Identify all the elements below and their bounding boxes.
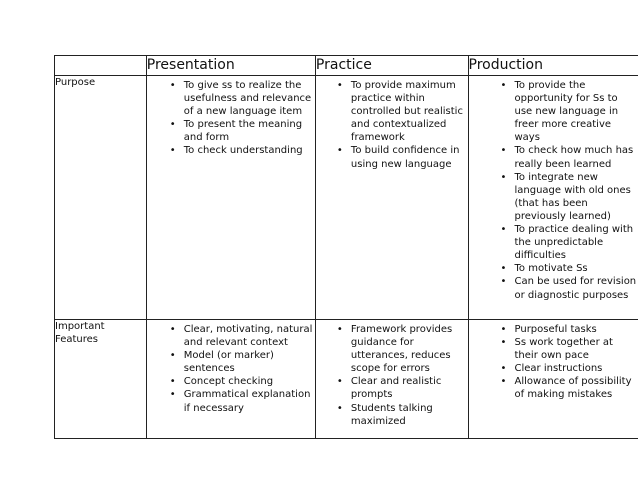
ppp-table [54,55,638,439]
list-item: • Clear instructions [515,362,638,375]
header-presentation: Presentation [146,56,315,76]
list-item: • To provide maximum practice within controlled but realistic and contextualized framework [351,79,466,144]
bullet-list [147,320,315,415]
list-item: • Model (or marker) sentences [184,349,313,375]
list-item: • Students talking maximized [351,402,466,428]
list-item: • Concept checking [184,375,313,388]
row-label-important-features: Important Features [55,320,147,439]
list-item: • Purposeful tasks [515,323,638,336]
list-item: • Clear and realistic prompts [351,375,466,401]
list-item: • Ss work together at their own pace [515,336,638,362]
list-item: • To give ss to realize the usefulness and relevance of a new language item [184,79,313,118]
purpose-practice-cell [315,76,468,320]
list-item: • Framework provides guidance for utterances, reduces scope for errors [351,323,466,375]
list-item: • Allowance of possibility of making mistakes [515,375,638,401]
list-item: • Grammatical explanation if necessary [184,388,313,414]
row-important-features [55,320,638,439]
purpose-production-cell [468,76,638,320]
list-item: • To present the meaning and form [184,118,313,144]
features-presentation-cell [146,320,315,439]
features-production-cell [468,320,638,439]
list-item: • To check how much has really been learned [515,144,638,170]
header-row [55,56,638,76]
list-item: • Can be used for revision or diagnostic purposes [515,275,638,301]
list-item: • To check understanding [184,144,313,157]
bullet-list [469,320,638,402]
features-practice-cell [315,320,468,439]
bullet-list [316,320,468,428]
list-item: • To integrate new language with old ones (that has been previously learned) [515,171,638,223]
row-label-purpose: Purpose [55,76,147,320]
list-item: • To practice dealing with the unpredictable difficulties [515,223,638,262]
bullet-list [316,76,468,171]
header-practice: Practice [315,56,468,76]
list-item: • To motivate Ss [515,262,638,275]
list-item: • To build confidence in using new language [351,144,466,170]
bullet-list [147,76,315,158]
header-production: Production [468,56,638,76]
purpose-presentation-cell [146,76,315,320]
list-item: • To provide the opportunity for Ss to use new language in freer more creative ways [515,79,638,144]
bullet-list [469,76,638,302]
header-corner [55,56,147,76]
list-item: • Clear, motivating, natural and relevant context [184,323,313,349]
row-purpose [55,76,638,320]
